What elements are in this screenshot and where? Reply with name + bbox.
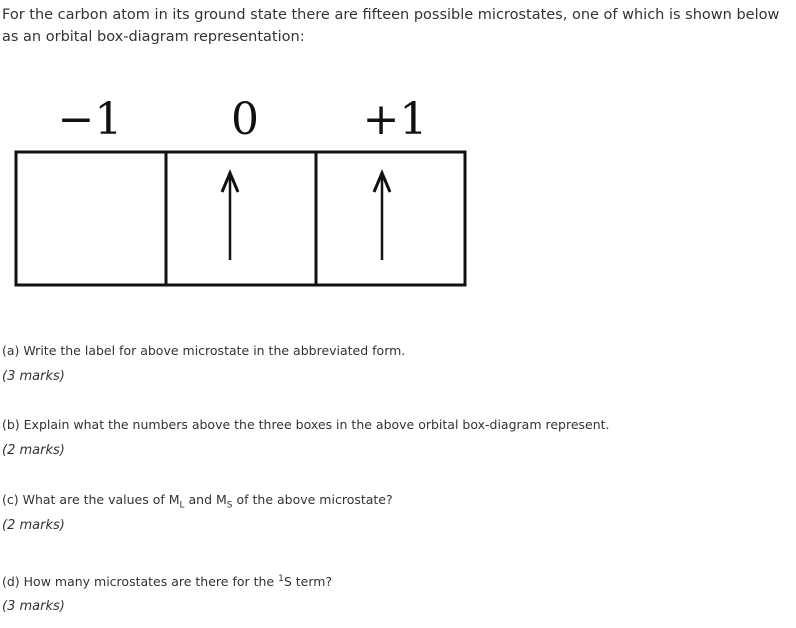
question-c-marks: (2 marks) (2, 518, 65, 533)
question-d-marks: (3 marks) (2, 599, 65, 614)
spin-up-arrow-icon (222, 173, 238, 260)
question-a: (a) Write the label for above microstate in the abbreviated form. (2, 343, 406, 358)
orbital-label-zero: 0 (231, 94, 259, 145)
orbital-label-plus-one: +1 (362, 94, 428, 145)
orbital-box-frame (16, 152, 465, 285)
question-a-marks: (3 marks) (2, 369, 65, 384)
intro-text: For the carbon atom in its ground state there are fifteen possible microstates, one of which is shown below as an orbital box-diagram representation: (2, 7, 780, 45)
spin-up-arrow-icon (374, 173, 390, 260)
question-c: (c) What are the values of $M_L$ and $M_S$ of the above microstate? (2, 492, 393, 511)
question-b: (b) Explain what the numbers above the three boxes in the above orbital box-diagram represent. (2, 417, 610, 432)
orbital-label-minus-one: −1 (57, 94, 123, 145)
question-b-marks: (2 marks) (2, 443, 65, 458)
question-d: (d) How many microstates are there for the $^1$S term? (2, 574, 333, 590)
